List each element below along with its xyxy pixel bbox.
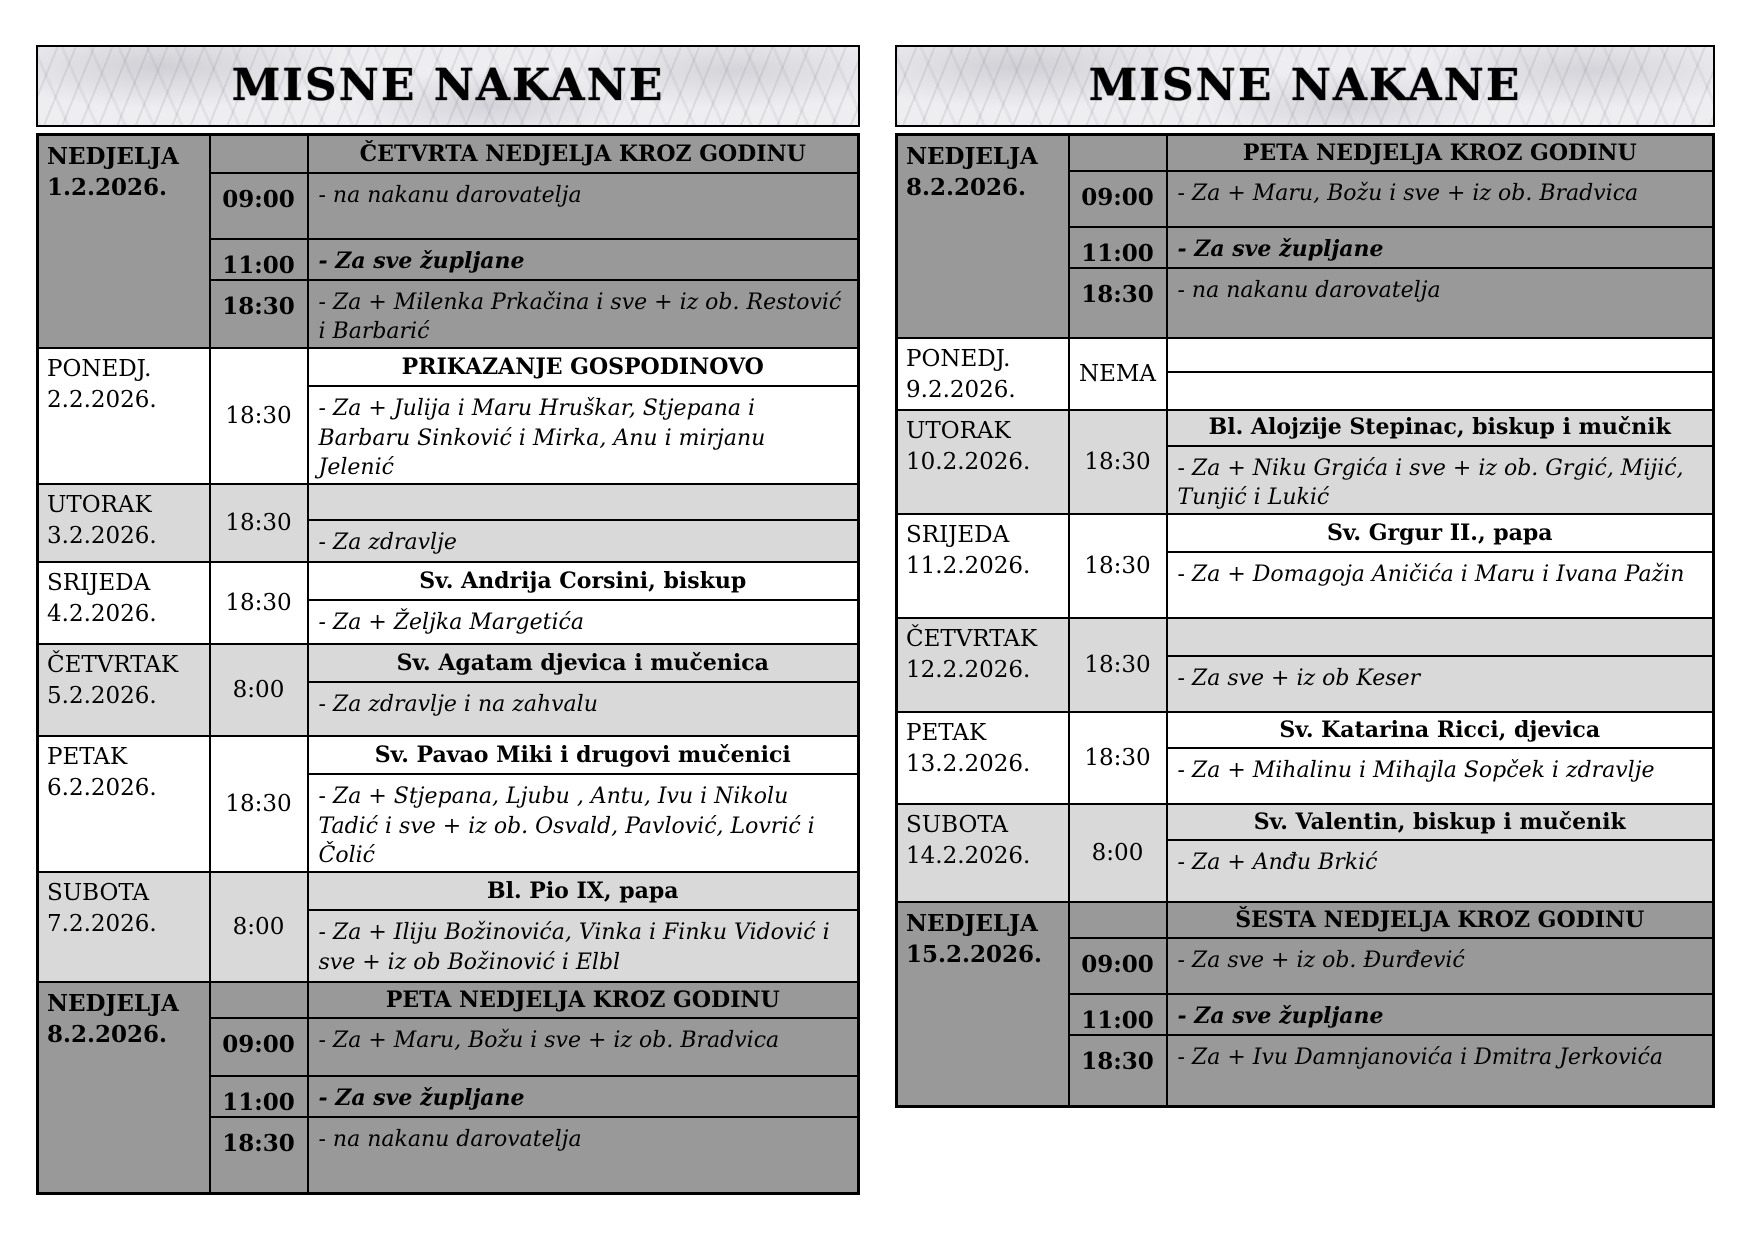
table-row: [897, 902, 1714, 938]
time-cell: 18:30: [1069, 1035, 1167, 1107]
day-cell: [897, 712, 1069, 804]
day-date: 8.2.2026.: [47, 1021, 168, 1049]
day-block: [38, 484, 859, 562]
day-name: ČETVRTAK: [906, 625, 1038, 652]
intention-cell: - Za sve župljane: [308, 1076, 859, 1117]
table-row: [38, 562, 859, 600]
feast-title-cell: Sv. Pavao Miki i drugovi mučenici: [308, 736, 859, 774]
time-cell: 18:30: [210, 1117, 308, 1193]
day-date: 10.2.2026.: [906, 448, 1031, 475]
day-name: SUBOTA: [906, 811, 1009, 838]
intention-cell: - na nakanu darovatelja: [1167, 268, 1714, 338]
time-cell: 09:00: [210, 173, 308, 239]
day-date: 5.2.2026.: [47, 682, 157, 709]
day-name: PETAK: [47, 743, 128, 770]
time-cell: 09:00: [210, 1018, 308, 1076]
day-cell: [897, 514, 1069, 618]
table-row: [897, 135, 1714, 171]
time-cell: 11:00: [1069, 994, 1167, 1035]
day-date: 15.2.2026.: [906, 940, 1043, 968]
day-name: SRIJEDA: [47, 569, 151, 596]
intention-cell: - Za + Milenka Prkačina i sve + iz ob. Restović i Barbarić: [308, 280, 859, 348]
mass-intentions-table: [895, 133, 1715, 1108]
time-cell: 18:30: [210, 280, 308, 348]
intention-cell: - Za sve župljane: [308, 239, 859, 280]
intention-cell: - Za sve župljane: [1167, 227, 1714, 268]
day-block: [38, 736, 859, 872]
feast-title-cell: Bl. Pio IX, papa: [308, 872, 859, 910]
day-block: [897, 804, 1714, 902]
table-row: [897, 514, 1714, 552]
table-row: [38, 348, 859, 386]
day-block: [38, 562, 859, 644]
day-name: ČETVRTAK: [47, 651, 179, 678]
page-title: MISNE NAKANE: [231, 60, 665, 111]
day-date: 6.2.2026.: [47, 774, 157, 801]
table-row: [897, 712, 1714, 748]
masthead: [895, 45, 1715, 127]
time-cell: 11:00: [1069, 227, 1167, 268]
day-block: [897, 514, 1714, 618]
day-cell: [38, 982, 210, 1193]
feast-title-cell: ČETVRTA NEDJELJA KROZ GODINU: [308, 135, 859, 173]
day-block: [38, 982, 859, 1193]
day-cell: [38, 484, 210, 562]
day-block: [38, 348, 859, 484]
intention-cell: - Za sve župljane: [1167, 994, 1714, 1035]
feast-title-cell: Sv. Grgur II., papa: [1167, 514, 1714, 552]
day-block: [897, 135, 1714, 338]
day-name: NEDJELJA: [906, 143, 1038, 170]
intention-cell: - Za + Željka Margetića: [308, 600, 859, 644]
day-block: [38, 872, 859, 982]
day-date: 4.2.2026.: [47, 600, 157, 627]
day-block: [897, 712, 1714, 804]
intention-cell: - na nakanu darovatelja: [308, 1117, 859, 1193]
table-row: [38, 644, 859, 682]
feast-title-cell: ŠESTA NEDJELJA KROZ GODINU: [1167, 902, 1714, 938]
day-block: [897, 338, 1714, 410]
time-cell: 11:00: [210, 239, 308, 280]
feast-title-cell: [1167, 338, 1714, 372]
table-row: [897, 410, 1714, 446]
schedule-table-mount: [36, 133, 860, 1195]
intention-cell: - Za + Maru, Božu i sve + iz ob. Bradvica: [308, 1018, 859, 1076]
feast-title-cell: Bl. Alojzije Stepinac, biskup i mučnik: [1167, 410, 1714, 446]
table-row: [38, 135, 859, 173]
time-cell: 18:30: [210, 348, 308, 484]
day-block: [897, 902, 1714, 1107]
intention-cell: - Za zdravlje: [308, 520, 859, 562]
day-name: NEDJELJA: [47, 990, 179, 1017]
day-block: [38, 135, 859, 348]
time-cell: NEMA: [1069, 338, 1167, 410]
table-row: [38, 982, 859, 1018]
day-cell: [38, 644, 210, 736]
feast-title-cell: PETA NEDJELJA KROZ GODINU: [1167, 135, 1714, 171]
day-cell: [897, 338, 1069, 410]
day-date: 8.2.2026.: [906, 174, 1027, 202]
page-title: MISNE NAKANE: [1088, 60, 1522, 111]
day-name: UTORAK: [906, 417, 1011, 444]
intention-cell: - Za + Julija i Maru Hruškar, Stjepana i Barbaru Sinković i Mirka, Anu i mirjanu Jelenić: [308, 386, 859, 484]
intention-cell: - Za + Stjepana, Ljubu , Antu, Ivu i Nikolu Tadić i sve + iz ob. Osvald, Pavlović, Lovrić i Čolić: [308, 774, 859, 872]
feast-title-cell: Sv. Andrija Corsini, biskup: [308, 562, 859, 600]
day-date: 13.2.2026.: [906, 750, 1031, 777]
feast-title-cell: PETA NEDJELJA KROZ GODINU: [308, 982, 859, 1018]
time-cell: 18:30: [210, 562, 308, 644]
time-cell: 18:30: [1069, 268, 1167, 338]
day-name: PONEDJ.: [47, 355, 152, 382]
time-cell-empty: [1069, 902, 1167, 938]
day-name: SRIJEDA: [906, 521, 1010, 548]
intention-cell: - Za + Mihalinu i Mihajla Sopček i zdravlje: [1167, 748, 1714, 804]
intention-cell: [1167, 372, 1714, 410]
day-block: [38, 644, 859, 736]
day-date: 12.2.2026.: [906, 656, 1031, 683]
day-cell: [38, 872, 210, 982]
day-cell: [897, 410, 1069, 514]
day-name: PETAK: [906, 719, 987, 746]
time-cell: 11:00: [210, 1076, 308, 1117]
day-cell: [38, 135, 210, 348]
time-cell: 18:30: [210, 736, 308, 872]
intention-cell: - Za + Maru, Božu i sve + iz ob. Bradvica: [1167, 171, 1714, 227]
day-date: 9.2.2026.: [906, 376, 1016, 403]
feast-title-cell: PRIKAZANJE GOSPODINOVO: [308, 348, 859, 386]
intention-cell: - Za + Niku Grgića i sve + iz ob. Grgić, Mijić, Tunjić i Lukić: [1167, 446, 1714, 514]
day-name: PONEDJ.: [906, 345, 1011, 372]
time-cell-empty: [210, 135, 308, 173]
day-cell: [897, 618, 1069, 712]
intention-cell: - Za + Iliju Božinovića, Vinka i Finku Vidović i sve + iz ob Božinović i Elbl: [308, 910, 859, 982]
day-cell: [897, 135, 1069, 338]
day-name: NEDJELJA: [47, 143, 179, 170]
day-date: 7.2.2026.: [47, 911, 157, 938]
masthead: [36, 45, 860, 127]
left-page-panel: [36, 45, 860, 1195]
table-row: [38, 736, 859, 774]
day-block: [897, 618, 1714, 712]
table-row: [897, 804, 1714, 840]
day-cell: [38, 562, 210, 644]
day-block: [897, 410, 1714, 514]
time-cell: 8:00: [210, 644, 308, 736]
day-date: 11.2.2026.: [906, 552, 1031, 579]
time-cell: 18:30: [1069, 712, 1167, 804]
day-cell: [897, 804, 1069, 902]
time-cell: 18:30: [210, 484, 308, 562]
day-date: 3.2.2026.: [47, 522, 157, 549]
intention-cell: - Za sve + iz ob. Đurđević: [1167, 938, 1714, 994]
feast-title-cell: [1167, 618, 1714, 656]
day-date: 2.2.2026.: [47, 386, 157, 413]
time-cell: 18:30: [1069, 410, 1167, 514]
mass-intentions-table: [36, 133, 860, 1195]
feast-title-cell: [308, 484, 859, 520]
table-row: [897, 618, 1714, 656]
time-cell-empty: [210, 982, 308, 1018]
feast-title-cell: Sv. Agatam djevica i mučenica: [308, 644, 859, 682]
time-cell: 8:00: [1069, 804, 1167, 902]
intention-cell: - Za + Ivu Damnjanovića i Dmitra Jerkovića: [1167, 1035, 1714, 1107]
day-date: 1.2.2026.: [47, 174, 168, 202]
time-cell: 18:30: [1069, 618, 1167, 712]
day-name: NEDJELJA: [906, 909, 1038, 937]
time-cell: 8:00: [210, 872, 308, 982]
time-cell: 09:00: [1069, 938, 1167, 994]
intention-cell: - Za + Anđu Brkić: [1167, 840, 1714, 902]
day-cell: [38, 348, 210, 484]
intention-cell: - Za zdravlje i na zahvalu: [308, 682, 859, 736]
table-row: [897, 338, 1714, 372]
schedule-table-mount: [895, 133, 1715, 1108]
table-row: [38, 872, 859, 910]
right-page-panel: [895, 45, 1715, 1108]
day-date: 14.2.2026.: [906, 842, 1031, 869]
day-name: SUBOTA: [47, 880, 150, 906]
day-cell: [897, 902, 1069, 1107]
day-cell: [38, 736, 210, 872]
table-row: [38, 484, 859, 520]
time-cell: 09:00: [1069, 171, 1167, 227]
intention-cell: - na nakanu darovatelja: [308, 173, 859, 239]
intention-cell: - Za sve + iz ob Keser: [1167, 656, 1714, 712]
feast-title-cell: Sv. Katarina Ricci, djevica: [1167, 712, 1714, 748]
intention-cell: - Za + Domagoja Aničića i Maru i Ivana Pažin: [1167, 552, 1714, 618]
day-name: UTORAK: [47, 491, 152, 518]
feast-title-cell: Sv. Valentin, biskup i mučenik: [1167, 804, 1714, 840]
time-cell: 18:30: [1069, 514, 1167, 618]
time-cell-empty: [1069, 135, 1167, 171]
